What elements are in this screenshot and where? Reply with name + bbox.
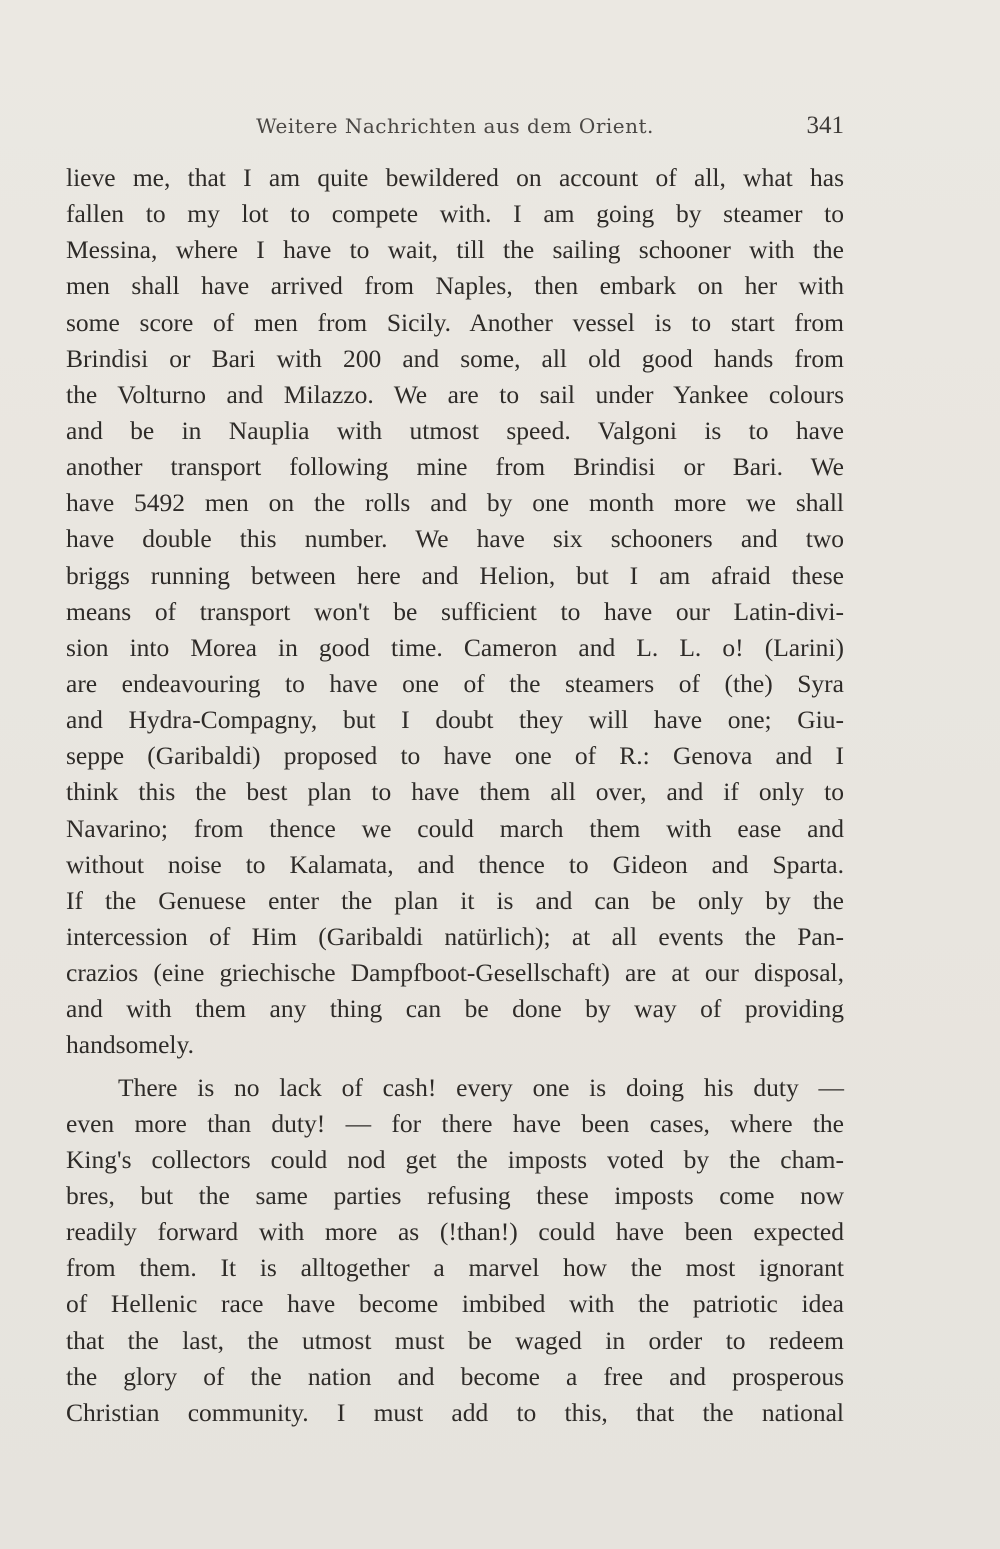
running-title: Weitere Nachrichten aus dem Orient.	[256, 114, 654, 138]
text-line: from them. It is alltogether a marvel how the most ignorant	[66, 1253, 844, 1283]
text-line: If the Genuese enter the plan it is and can be only by the	[66, 885, 844, 915]
text-line: Messina, where I have to wait, till the sailing schooner with the	[66, 235, 844, 265]
text-line: Christian community. I must add to this, that the national	[66, 1397, 844, 1427]
text-line: men shall have arrived from Naples, then embark on her with	[66, 271, 844, 301]
text-line: means of transport won't be sufficient to have our Latin-divi-	[66, 596, 844, 626]
running-head	[66, 112, 844, 142]
text-line: and with them any thing can be done by way of providing	[66, 994, 844, 1024]
text-line: the glory of the nation and become a free and prosperous	[66, 1361, 844, 1391]
text-line: readily forward with more as (!than!) could have been expected	[66, 1217, 844, 1247]
text-line: have double this number. We have six schooners and two	[66, 524, 844, 554]
text-line: the Volturno and Milazzo. We are to sail under Yankee colours	[66, 379, 844, 409]
text-line: lieve me, that I am quite bewildered on account of all, what has	[66, 163, 844, 192]
text-line: Brindisi or Bari with 200 and some, all old good hands from	[66, 343, 844, 373]
text-line: crazios (eine griechische Dampfboot-Gesellschaft) are at our disposal,	[66, 958, 844, 988]
text-line: intercession of Him (Garibaldi natürlich); at all events the Pan-	[66, 921, 844, 951]
text-line: some score of men from Sicily. Another vessel is to start from	[66, 307, 844, 337]
text-line: even more than duty! — for there have been cases, where the	[66, 1108, 844, 1138]
text-line: King's collectors could nod get the imposts voted by the cham-	[66, 1144, 844, 1174]
text-line: of Hellenic race have become imbibed with the patriotic idea	[66, 1289, 844, 1319]
text-line: without noise to Kalamata, and thence to Gideon and Sparta.	[66, 849, 844, 879]
paragraph	[66, 1070, 844, 1431]
text-line: sion into Morea in good time. Cameron and L. L. o! (Larini)	[66, 632, 844, 662]
paragraph	[66, 160, 844, 1064]
text-line: seppe (Garibaldi) proposed to have one of R.: Genova and I	[66, 741, 844, 771]
page-number: 341	[806, 112, 844, 139]
text-line: handsomely.	[66, 1030, 194, 1060]
text-line: Navarino; from thence we could march them with ease and	[66, 813, 844, 843]
body-text	[66, 160, 844, 1431]
text-line: think this the best plan to have them all over, and if only to	[66, 777, 844, 807]
text-line: briggs running between here and Helion, but I am afraid these	[66, 560, 844, 590]
text-line: There is no lack of cash! every one is doing his duty —	[118, 1072, 844, 1102]
text-line: have 5492 men on the rolls and by one month more we shall	[66, 488, 844, 518]
text-line: fallen to my lot to compete with. I am going by steamer to	[66, 199, 844, 229]
text-line: another transport following mine from Brindisi or Bari. We	[66, 452, 844, 482]
text-line: that the last, the utmost must be waged in order to redeem	[66, 1325, 844, 1355]
text-line: are endeavouring to have one of the steamers of (the) Syra	[66, 668, 844, 698]
text-line: and be in Nauplia with utmost speed. Valgoni is to have	[66, 415, 844, 445]
text-line: bres, but the same parties refusing these imposts come now	[66, 1180, 844, 1210]
text-line: and Hydra-Compagny, but I doubt they will have one; Giu-	[66, 705, 844, 735]
